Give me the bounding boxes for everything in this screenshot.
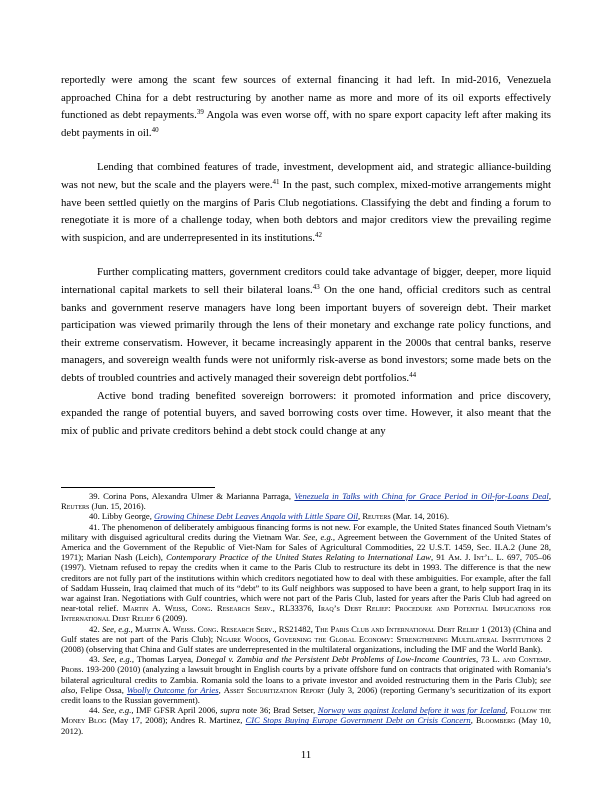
article-link[interactable]: Growing Chinese Debt Leaves Angola with Little Spare Oil — [154, 511, 359, 522]
book-title: Ngaire Woods, Governing the Global Economy: Strengthening Multilateral Institutions — [216, 633, 544, 644]
article-link[interactable]: CIC Stops Buying Europe Government Debt on Crisis Concern — [245, 715, 471, 726]
footnote-41 — [61, 522, 551, 624]
text-span: (May 17, 2008); Andres R. Martinez, — [106, 715, 246, 726]
footnote-number: 43. — [89, 654, 100, 665]
signal-word: supra — [220, 705, 240, 716]
signal-word: See, e.g. — [101, 623, 131, 634]
text-span: , 91 — [431, 552, 449, 563]
text-span: The phenomenon of deliberately ambiguous financing forms is not new. For example, the United States financed South Vietnam’s military with disguised agricultural credits during the Vietnam War. — [61, 521, 551, 542]
footnote-ref-41[interactable]: 41 — [272, 177, 280, 186]
text-span: (Jun. 15, 2016). — [89, 501, 146, 512]
text-span: Corina Pons, Alexandra Ulmer & Marianna Parraga, — [103, 491, 295, 501]
source-name: Reuters — [362, 511, 391, 522]
paragraph-3 — [61, 264, 551, 387]
text-span: , 73 — [476, 654, 493, 665]
text-span: , Thomas Laryea, — [131, 654, 197, 665]
footnotes — [61, 491, 551, 736]
footnote-43 — [61, 654, 551, 705]
article-link[interactable]: Woolly Outcome for Aries — [126, 684, 219, 695]
body-text — [61, 72, 551, 440]
text-span: , — [548, 491, 551, 501]
text-span: , IMF GFSR April 2006, — [131, 705, 221, 716]
source-name: Follow the Money Blog — [61, 705, 552, 726]
footnote-number: 42. — [89, 623, 100, 634]
text-span: (July 3, 2006) (reporting Germany’s securitization of its export credit loans to the Russian government). — [61, 684, 551, 706]
text-span: In the past, such complex, mixed-motive arrangements might have been settled quietly on the margins of Paris Club negotiations. Classifying the debt and finding a forum to renegotiate it is more of a challenge today, when both debtors and major creditors view the prevailing regime with suspicion, and are underrepresented in its institutions. — [61, 178, 551, 244]
source-name: Asset Securitization Report — [223, 684, 325, 695]
signal-word: See, e.g. — [102, 654, 132, 665]
italic-title: Donegal v. Zambia and the Persistent Debt Problems of Low-Income Countries — [196, 654, 477, 665]
footnote-ref-39[interactable]: 39 — [196, 108, 204, 117]
source-name: Bloomberg — [476, 715, 516, 726]
footnote-separator — [61, 487, 215, 488]
footnote-42 — [61, 624, 551, 655]
paragraph-2 — [61, 159, 551, 247]
footnote-ref-42[interactable]: 42 — [314, 230, 322, 239]
signal-word: See, e.g. — [102, 705, 132, 716]
text-span: (May 10, 2012). — [61, 715, 552, 736]
text-span: , — [470, 715, 476, 726]
text-span: Lending that combined features of trade, investment, development aid, and strategic alliance-building was not new, but the scale and the players were. — [61, 161, 551, 191]
signal-word: See, e.g. — [303, 531, 333, 542]
text-span: 1 (2013) (China and Gulf states are not part of the Paris Club); — [61, 623, 552, 644]
paragraph-1 — [61, 72, 551, 142]
text-span: , Felipe Ossa, — [75, 684, 127, 695]
footnote-ref-40[interactable]: 40 — [151, 125, 159, 134]
text-span: Angola was even worse off, with no spare export capacity left after making its debt payments in oil. — [61, 109, 551, 139]
text-span: reportedly were among the scant few sources of external financing it had left. In mid-2016, Venezuela approached China for a debt restructuring by another name as more and more of its oil exports effectively functioned as debt repayments. — [61, 74, 551, 122]
text-span: , — [505, 705, 511, 716]
text-span: On the one hand, official creditors such as central banks and government reserve managers have long been important buyers of sovereign debt. Their market participation was viewed primarily through the lens of their monetary and exchange rate policy functions, and their extreme conservatism. However, it became increasingly apparent in the 2000s that central banks, reserve managers, and sovereign wealth funds were not uniformly risk-averse as bond investors; some made bets on the debts of troubled countries and actively managed their sovereign debt portfolios. — [61, 283, 551, 384]
footnote-number: 41. — [89, 521, 100, 532]
text-span: 2 (2008) (observing that China and Gulf states are underrepresented in the multilateral organizations, including the IMF and the World Bank). — [61, 633, 551, 655]
footnote-number: 39. — [89, 491, 100, 501]
text-span: , — [130, 623, 136, 634]
text-span: (Mar. 14, 2016). — [390, 511, 449, 522]
footnote-44 — [61, 705, 551, 736]
text-span: , — [218, 684, 224, 695]
source-name: Reuters — [61, 501, 90, 512]
text-span: 697, 705–06 (1997). Vietnam refused to repay the credits when it came to the Paris Club to restructure its debt in 1993. The difference is that the new creditors are not fully part of the institutions within which creditors negotiated how to deal with these ambiguities. For example, after the fall of Saddam Hussein, Iraq claimed that much of its “debt” to its Gulf neighbors was supposed to have been a grant, to help support Iraq in its war against Iran. Negotiations with Gulf countries, which were not part of the Paris Club, lasted for years after the Paris Club had agreed on near-total relief. — [61, 552, 551, 614]
journal-name: L. and Contemp. Probs. — [61, 654, 552, 675]
article-link[interactable]: Norway was against Iceland before it was for Iceland — [317, 705, 506, 716]
text-span: Further complicating matters, government creditors could take advantage of bigger, deeper, more liquid international capital markets to sell their bilateral loans. — [61, 266, 551, 296]
text-span: Libby George, — [101, 511, 155, 522]
italic-title: Contemporary Practice of the United States Relating to International Law — [166, 552, 432, 563]
journal-name: Am. J. Int’l. L. — [448, 552, 504, 563]
text-span: 193-200 (2010) (analyzing a lawsuit brought in English courts by a private offshore fund on contracts that originated with Romania’s bilateral agricultural credits to Zambia. Romania sold the loans to a private investor and avoided restructuring them in the Paris Club); — [61, 664, 551, 685]
text-span: , Agreement between the Government of the United States of America and the Government of the Republic of Viet-Nam for Sales of Agricultural Commodities, 22 U.S.T. 1459, Sec. II.A.2 (June 28, 1971); Marian Nash (Leich), — [61, 531, 551, 563]
report-title: Martin A. Weiss, Cong. Research Serv., RL33376, Iraq’s Debt Relief: Procedure and Potential Implications for International Debt Relief — [61, 603, 551, 624]
paragraph-4: Active bond trading benefited sovereign borrowers: it promoted information and price discovery, expanded the range of potential buyers, and saved borrowing costs over time. However, it also meant that the mix of public and private creditors behind a debt stock could change at any — [61, 389, 551, 437]
text-span: , — [358, 511, 363, 522]
text-span: note 36; Brad Setser, — [239, 705, 318, 716]
footnote-number: 44. — [89, 705, 100, 716]
signal-word: see also — [61, 674, 551, 695]
report-title: Martin A. Weiss. Cong. Research Serv., RS21482, The Paris Club and International Debt Relief — [135, 623, 480, 634]
footnote-40 — [61, 511, 551, 521]
page-number: 11 — [300, 749, 312, 761]
footnote-number: 40. — [89, 511, 100, 522]
footnote-ref-44[interactable]: 44 — [409, 370, 417, 379]
article-link[interactable]: Venezuela in Talks with China for Grace Period in Oil-for-Loans Deal — [294, 491, 549, 501]
text-span: 6 (2009). — [153, 613, 188, 624]
footnote-39 — [61, 491, 551, 511]
footnote-ref-43[interactable]: 43 — [312, 282, 320, 291]
